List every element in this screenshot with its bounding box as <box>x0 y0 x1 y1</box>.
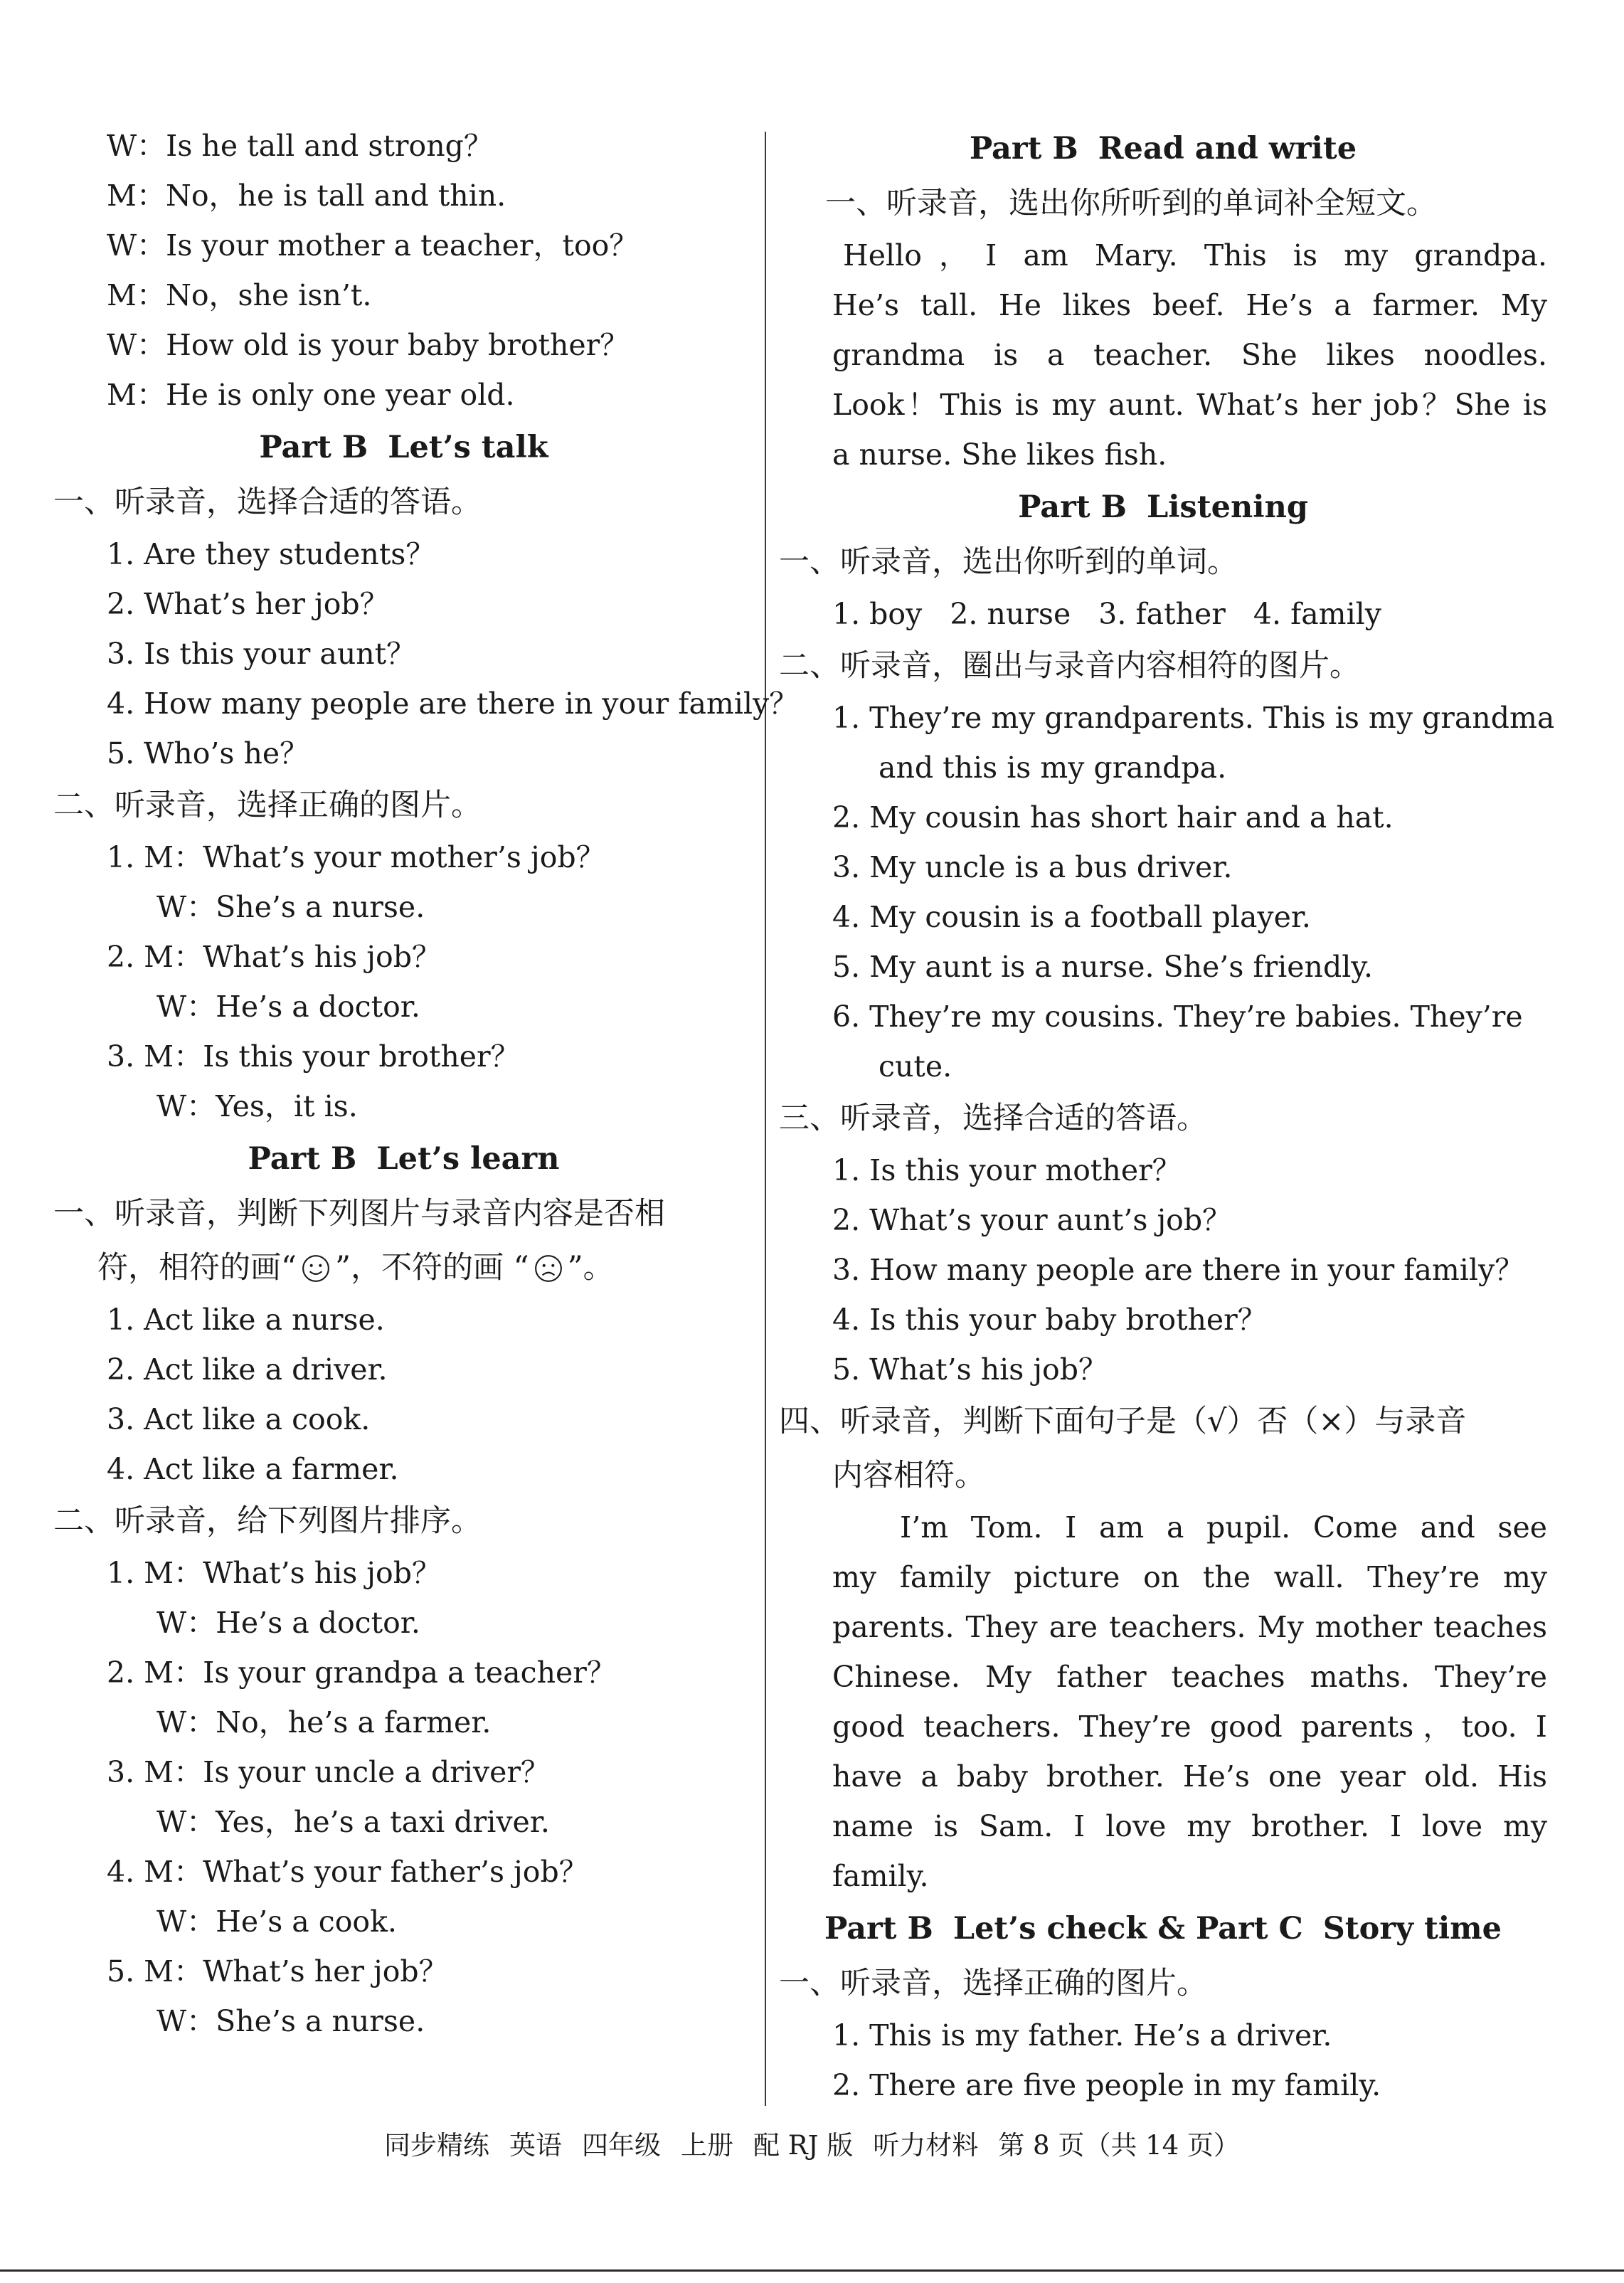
section-heading-lets-learn: Part B Let’s learn <box>248 1141 560 1177</box>
question-title-cont: 符，相符的画“ ”，不符的画 “ ”。 <box>97 1250 614 1286</box>
smiley-face-icon <box>301 1254 331 1283</box>
dialogue-line: W：She’s a nurse. <box>156 2004 425 2038</box>
list-item: 3. Is this your aunt？ <box>107 637 416 671</box>
dialogue-line: W：No，he’s a farmer. <box>156 1705 492 1739</box>
dialogue-line: W：Yes，he’s a taxi driver. <box>156 1805 550 1839</box>
footer-page-number: 第 8 页（共 14 页） <box>998 2130 1240 2161</box>
dialogue-line: 2. M：Is your grandpa a teacher？ <box>107 1656 616 1690</box>
dialogue-line: 2. M：What’s his job？ <box>107 940 441 974</box>
question-title: 二、听录音，圈出与录音内容相符的图片。 <box>779 648 1360 684</box>
list-item: cute. <box>879 1049 952 1084</box>
list-item: and this is my grandpa. <box>879 751 1227 785</box>
question-title: 一、听录音，选出你所听到的单词补全短文。 <box>825 186 1437 221</box>
dialogue-line: 4. M：What’s your father’s job？ <box>107 1855 588 1889</box>
passage-line: my family picture on the wall. They’re my <box>832 1560 1547 1594</box>
list-item: 3. My uncle is a bus driver. <box>832 850 1233 884</box>
list-item: 4. How many people are there in your family？ <box>107 687 799 721</box>
passage-line: parents. They are teachers. My mother teaches <box>832 1610 1547 1644</box>
footer-subject: 英语 <box>509 2130 563 2161</box>
list-item: 4. Act like a farmer. <box>107 1452 399 1486</box>
dialogue-line: W：Yes，it is. <box>156 1089 358 1123</box>
dialogue-line: W：Is your mother a teacher，too？ <box>107 228 639 263</box>
section-heading-lets-check-story-time: Part B Let’s check & Part C Story time <box>824 1911 1502 1946</box>
dialogue-line: 1. M：What’s his job？ <box>107 1556 441 1590</box>
dialogue-line: W：Is he tall and strong？ <box>107 129 493 163</box>
dialogue-line: W：She’s a nurse. <box>156 890 425 924</box>
list-item: 6. They’re my cousins. They’re babies. They’re <box>832 1000 1523 1034</box>
list-item: 1. This is my father. He’s a driver. <box>832 2018 1332 2052</box>
passage-line: I’m Tom. I am a pupil. Come and see <box>900 1510 1547 1545</box>
list-item: 1. Are they students？ <box>107 537 435 571</box>
list-item: 2. There are five people in my family. <box>832 2068 1381 2102</box>
passage-line: grandma is a teacher. She likes noodles. <box>832 338 1547 372</box>
question-title: 四、听录音，判断下面句子是（√）否（×）与录音 <box>779 1404 1467 1439</box>
list-item: 2. Act like a driver. <box>107 1352 388 1387</box>
section-heading-listening: Part B Listening <box>1018 489 1308 525</box>
passage-line: Hello，I am Mary. This is my grandpa. <box>843 238 1547 272</box>
question-title-cont: 内容相符。 <box>832 1458 985 1493</box>
list-item: 1. Act like a nurse. <box>107 1303 385 1337</box>
dialogue-line: W：How old is your baby brother？ <box>107 328 630 362</box>
dialogue-line: 3. M：Is your uncle a driver？ <box>107 1755 550 1789</box>
footer-edition: 配 RJ 版 <box>753 2130 854 2161</box>
list-item: 5. Who’s he？ <box>107 736 309 770</box>
list-item: 2. What’s your aunt’s job？ <box>832 1203 1232 1237</box>
list-item: 3. How many people are there in your family？ <box>832 1253 1524 1287</box>
right-column <box>779 121 1555 2110</box>
passage-line: He’s tall. He likes beef. He’s a farmer. My <box>832 288 1547 322</box>
list-item: 4. My cousin is a football player. <box>832 900 1311 934</box>
passage-line: family. <box>832 1859 929 1893</box>
passage-line: good teachers. They’re good parents，too. I <box>832 1710 1547 1744</box>
list-item: 1. Is this your mother？ <box>832 1153 1182 1187</box>
question-title: 三、听录音，选择合适的答语。 <box>779 1101 1207 1136</box>
passage-line: name is Sam. I love my brother. I love my <box>832 1809 1547 1843</box>
dialogue-line: M：No，he is tall and thin. <box>107 179 506 213</box>
passage-line: Chinese. My father teaches maths. They’re <box>832 1660 1547 1694</box>
list-item: 2. What’s her job？ <box>107 587 389 621</box>
question-title: 一、听录音，选择正确的图片。 <box>779 1966 1207 2001</box>
dialogue-line: M：No，she isn’t. <box>107 278 372 312</box>
question-title: 二、听录音，选择正确的图片。 <box>53 788 482 823</box>
footer-type: 听力材料 <box>873 2130 979 2161</box>
list-item: 5. My aunt is a nurse. She’s friendly. <box>832 950 1374 984</box>
dialogue-line: 5. M：What’s her job？ <box>107 1954 448 1988</box>
question-title: 一、听录音，判断下列图片与录音内容是否相 <box>53 1196 665 1231</box>
question-title: 二、听录音，给下列图片排序。 <box>53 1503 482 1539</box>
left-column <box>53 121 799 2046</box>
list-item: 5. What’s his job？ <box>832 1352 1108 1387</box>
page-footer <box>0 2124 1624 2162</box>
sad-face-icon <box>534 1254 563 1283</box>
section-heading-lets-talk: Part B Let’s talk <box>259 430 548 465</box>
dialogue-line: 3. M：Is this your brother？ <box>107 1039 520 1074</box>
list-item: 3. Act like a cook. <box>107 1402 371 1436</box>
dialogue-line: M：He is only one year old. <box>107 378 515 412</box>
list-item: 1. They’re my grandparents. This is my grandma <box>832 701 1555 735</box>
question-title: 一、听录音，选择合适的答语。 <box>53 484 482 520</box>
passage-line: Look！This is my aunt. What’s her job？She is <box>832 388 1547 422</box>
section-heading-read-and-write: Part B Read and write <box>969 131 1357 166</box>
dialogue-line: W：He’s a doctor. <box>156 990 420 1024</box>
bottom-rule <box>0 2269 1624 2272</box>
list-item: 2. My cousin has short hair and a hat. <box>832 800 1394 835</box>
column-divider <box>765 132 766 2106</box>
dialogue-line: 1. M：What’s your mother’s job？ <box>107 840 605 874</box>
passage-line: have a baby brother. He’s one year old. His <box>832 1759 1547 1794</box>
footer-grade: 四年级 <box>582 2130 662 2161</box>
list-item: 1. boy 2. nurse 3. father 4. family <box>832 597 1381 631</box>
list-item: 4. Is this your baby brother？ <box>832 1303 1267 1337</box>
dialogue-line: W：He’s a doctor. <box>156 1606 420 1640</box>
footer-book: 同步精练 <box>384 2130 490 2161</box>
dialogue-line: W：He’s a cook. <box>156 1905 397 1939</box>
question-title: 一、听录音，选出你听到的单词。 <box>779 544 1238 580</box>
footer-volume: 上册 <box>681 2130 734 2161</box>
passage-line: a nurse. She likes fish. <box>832 438 1167 472</box>
